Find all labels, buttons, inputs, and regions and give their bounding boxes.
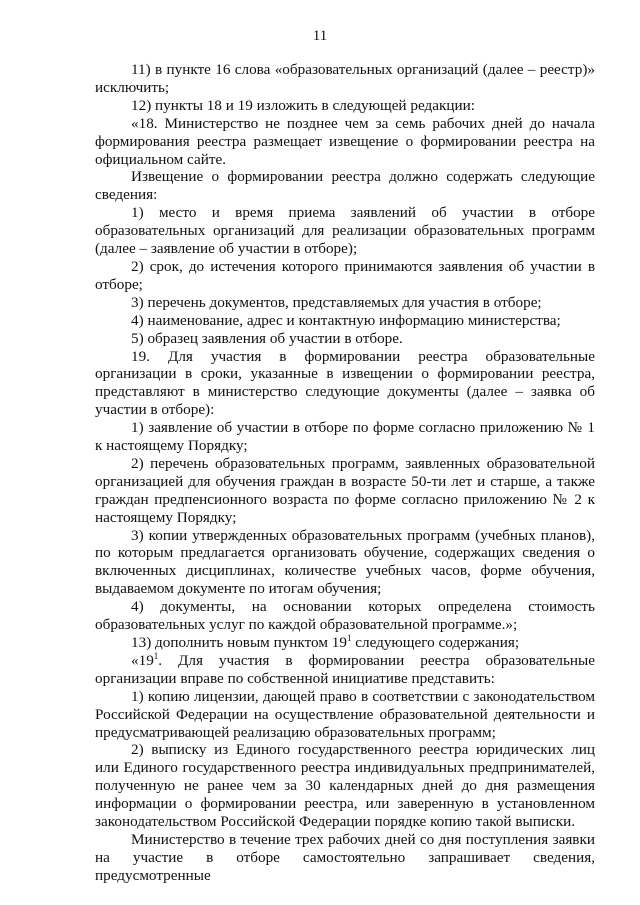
- list-item-18-2: 2) срок, до истечения которого принимаются заявления об участии в отборе;: [95, 257, 595, 293]
- paragraph-clause-18: «18. Министерство не позднее чем за семь рабочих дней до начала формирования реестра размещает извещение о формировании реестра на официальном сайте.: [95, 114, 595, 168]
- list-item-19-4: 4) документы, на основании которых определена стоимость образовательных услуг по каждой образовательной программе.»;: [95, 598, 595, 634]
- paragraph-item-12: 12) пункты 18 и 19 изложить в следующей редакции:: [131, 96, 475, 114]
- item-13-superscript: 1: [346, 633, 352, 643]
- list-item-18-4: 4) наименование, адрес и контактную информацию министерства;: [131, 311, 561, 329]
- document-body: [95, 61, 595, 885]
- paragraph-ministry-request: Министерство в течение трех рабочих дней со дня поступления заявки на участие в отборе самостоятельно запрашивает сведения, предусмотренные: [95, 830, 595, 884]
- list-item-18-3: 3) перечень документов, представляемых для участия в отборе;: [131, 293, 542, 311]
- paragraph-notice-content: Извещение о формировании реестра должно содержать следующие сведения:: [95, 168, 595, 204]
- paragraph-item-11: 11) в пункте 16 слова «образовательных организаций (далее – реестр)» исключить;: [95, 61, 595, 96]
- list-item-19-1-2: 2) выписку из Единого государственного реестра юридических лиц или Единого государственного реестра индивидуальных предпринимателей, полученную не ранее чем за 30 календарных дней до дня размещения информации о формировании реестра, или заверенную в установленном законодательством Российской Федерации порядке копию такой выписки.: [95, 741, 595, 831]
- paragraph-clause-19: 19. Для участия в формировании реестра образовательные организации в сроки, указанные в извещении о формировании реестра, представляют в министерство следующие документы (далее – заявка об участии в отборе):: [95, 347, 595, 419]
- item-13-text: 13) дополнить новым пунктом 19: [131, 634, 347, 651]
- list-item-19-3: 3) копии утвержденных образовательных программ (учебных планов), по которым предлагается организовать обучение, содержащих сведения о включенных дисциплинах, количестве учебных часов, форме обучения, выдаваемом документе по итогам обучения;: [95, 526, 595, 598]
- clause-19-1-text: . Для участия в формировании реестра образовательные организации вправе по собственной инициативе представить:: [95, 651, 595, 687]
- clause-19-1-number: «19: [131, 651, 154, 669]
- list-item-19-1-1: 1) копию лицензии, дающей право в соответствии с законодательством Российской Федерации на осуществление образовательной деятельности и предусматривающей реализацию образовательных программ;: [95, 687, 595, 741]
- list-item-19-2: 2) перечень образовательных программ, заявленных образовательной организацией для обучения граждан в возрасте 50-ти лет и старше, а также граждан предпенсионного возраста по форме согласно приложению № 2 к настоящему Порядку;: [95, 454, 595, 526]
- clause-19-1-superscript: 1: [153, 650, 159, 661]
- paragraph-clause-19-1: [95, 652, 595, 688]
- list-item-18-1: 1) место и время приема заявлений об участии в отборе образовательных организаций для реализации образовательных программ (далее – заявление об участии в отборе);: [95, 204, 595, 258]
- list-item-18-5: 5) образец заявления об участии в отборе.: [131, 329, 403, 347]
- list-item-19-1: 1) заявление об участии в отборе по форме согласно приложению № 1 к настоящему Порядку;: [95, 419, 595, 455]
- item-13-text-end: следующего содержания;: [351, 634, 520, 651]
- paragraph-item-13: [95, 634, 595, 652]
- page-number: 11: [312, 28, 328, 44]
